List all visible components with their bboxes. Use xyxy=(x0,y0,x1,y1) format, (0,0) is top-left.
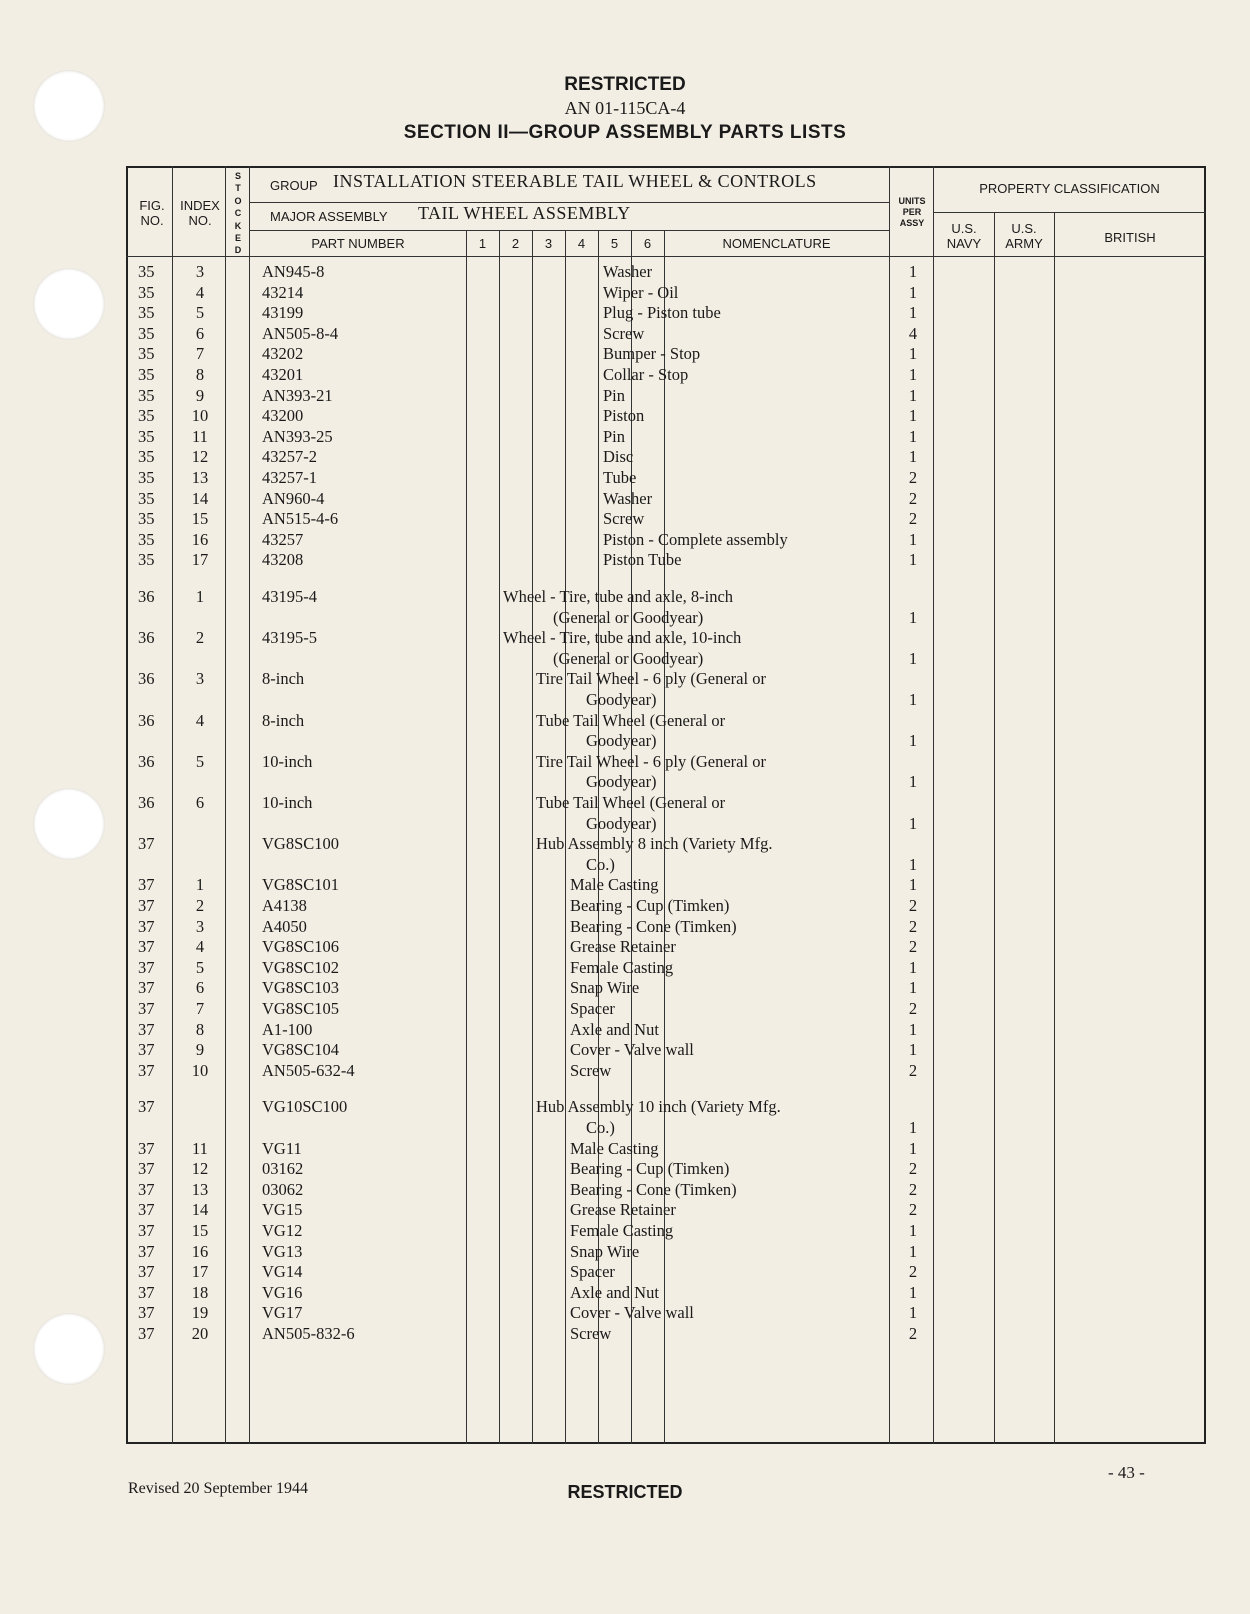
fig-number: 36 xyxy=(138,669,155,689)
fig-number: 37 xyxy=(138,896,155,915)
part-number: 43201 xyxy=(262,365,304,384)
units-per-assy: 2 xyxy=(908,1060,918,1080)
units-per-assy: 1 xyxy=(908,344,918,364)
index-number: 17 xyxy=(191,550,209,570)
property-classification-header: PROPERTY CLASSIFICATION xyxy=(979,181,1160,196)
fig-number: 35 xyxy=(138,529,155,549)
group-value: INSTALLATION STEERABLE TAIL WHEEL & CONTROLS xyxy=(333,171,817,191)
part-number: AN505-632-4 xyxy=(262,1060,355,1080)
part-number: A4050 xyxy=(262,916,307,936)
nomenclature: Wheel - Tire, tube and axle, 8-inch xyxy=(503,587,734,606)
index-number: 8 xyxy=(195,365,205,384)
units-per-assy: 2 xyxy=(908,488,918,508)
nomenclature: Pin xyxy=(603,385,626,405)
units-per-assy: 1 xyxy=(908,1241,918,1261)
index-number: 2 xyxy=(195,628,205,648)
fig-number: 35 xyxy=(138,488,155,508)
fig-number: 35 xyxy=(138,550,155,570)
units-per-assy: 1 xyxy=(908,854,918,874)
units-per-assy: 1 xyxy=(908,875,918,895)
index-number: 4 xyxy=(195,937,205,957)
units-per-assy: 1 xyxy=(908,1118,918,1137)
units-per-assy: 4 xyxy=(908,323,918,343)
index-number: 20 xyxy=(191,1324,209,1343)
index-number: 5 xyxy=(195,751,205,771)
nomenclature: Washer xyxy=(603,488,653,508)
units-per-assy: 1 xyxy=(908,1040,918,1060)
part-number: 10-inch xyxy=(262,793,313,812)
part-number: AN393-25 xyxy=(262,426,333,446)
part-number: VG8SC101 xyxy=(262,875,340,895)
fig-number: 37 xyxy=(138,916,155,936)
us-navy-header: U.S. NAVY xyxy=(946,221,982,251)
fig-number: 37 xyxy=(138,1303,155,1323)
index-number: 10 xyxy=(191,406,209,426)
units-per-assy: 1 xyxy=(908,957,918,977)
index-number: 13 xyxy=(191,1179,209,1199)
fig-number: 35 xyxy=(138,344,155,364)
part-number: 43199 xyxy=(262,303,304,323)
fig-number: 37 xyxy=(138,957,155,977)
units-per-assy: 2 xyxy=(908,468,918,487)
part-number: AN960-4 xyxy=(262,488,325,508)
nomenclature: Grease Retainer xyxy=(570,1200,676,1220)
index-number: 8 xyxy=(195,1019,205,1039)
units-per-assy: 1 xyxy=(908,406,918,426)
fig-number: 37 xyxy=(138,1324,155,1343)
nomenclature: Male Casting xyxy=(570,1138,659,1158)
index-number: 13 xyxy=(191,468,209,487)
fig-number: 35 xyxy=(138,509,155,529)
part-number: AN393-21 xyxy=(262,385,333,405)
nomenclature: Disc xyxy=(603,447,634,467)
units-per-assy: 1 xyxy=(908,772,918,792)
part-number: VG14 xyxy=(262,1262,303,1282)
fig-number: 37 xyxy=(138,1179,155,1199)
nomenclature: Female Casting xyxy=(570,957,674,977)
restricted-footer: RESTRICTED xyxy=(567,1482,683,1502)
index-number: 6 xyxy=(195,978,205,998)
nomenclature: (General or Goodyear) xyxy=(553,607,704,627)
part-number: VG8SC104 xyxy=(262,1040,340,1060)
index-number: 1 xyxy=(195,587,205,606)
units-per-assy: 1 xyxy=(908,648,918,668)
part-number-header: PART NUMBER xyxy=(311,236,405,251)
nomenclature: Goodyear) xyxy=(586,690,657,709)
part-number: AN505-8-4 xyxy=(262,323,339,343)
units-per-assy: 2 xyxy=(908,937,918,957)
index-number: 17 xyxy=(191,1262,209,1282)
nomenclature: Tube Tail Wheel (General or xyxy=(536,793,726,812)
index-number: 14 xyxy=(191,488,209,508)
indent-col-1: 1 xyxy=(478,236,487,251)
nomenclature: Piston Tube xyxy=(603,550,682,570)
nomenclature: Goodyear) xyxy=(586,813,657,833)
index-number: 16 xyxy=(191,1241,209,1261)
fig-number: 35 xyxy=(138,262,155,281)
units-per-assy: 2 xyxy=(908,916,918,936)
fig-number: 35 xyxy=(138,447,155,467)
indent-col-5: 5 xyxy=(610,236,619,251)
fig-number: 37 xyxy=(138,1040,155,1060)
nomenclature: Bumper - Stop xyxy=(603,344,701,364)
units-per-assy: 2 xyxy=(908,1159,918,1179)
fig-number: 37 xyxy=(138,1097,155,1117)
nomenclature: Pin xyxy=(603,426,626,446)
units-per-assy: 1 xyxy=(908,262,918,281)
part-number: 8-inch xyxy=(262,710,305,730)
part-number: VG8SC103 xyxy=(262,978,340,998)
part-number: VG17 xyxy=(262,1303,303,1323)
fig-number: 36 xyxy=(138,710,155,730)
nomenclature: Screw xyxy=(603,509,645,529)
part-number: VG10SC100 xyxy=(262,1097,348,1117)
index-number: 9 xyxy=(195,1040,205,1060)
nomenclature: Goodyear) xyxy=(586,731,657,751)
part-number: AN505-832-6 xyxy=(262,1324,355,1343)
part-number: 10-inch xyxy=(262,751,313,771)
binder-hole xyxy=(33,268,105,340)
index-number: 1 xyxy=(195,875,205,895)
part-number: 43202 xyxy=(262,344,304,364)
part-number: 03062 xyxy=(262,1179,304,1199)
units-per-assy: 1 xyxy=(908,607,918,627)
units-per-assy: 1 xyxy=(908,365,918,384)
indent-col-4: 4 xyxy=(577,236,586,251)
fig-number: 35 xyxy=(138,365,155,384)
fig-number: 37 xyxy=(138,978,155,998)
nomenclature: Piston xyxy=(603,406,645,426)
fig-number: 37 xyxy=(138,1019,155,1039)
nomenclature: Female Casting xyxy=(570,1221,674,1240)
units-per-assy: 1 xyxy=(908,978,918,998)
indent-col-6: 6 xyxy=(643,236,652,251)
nomenclature: (General or Goodyear) xyxy=(553,648,704,668)
nomenclature: Cover - Valve wall xyxy=(570,1040,694,1060)
nomenclature-header: NOMENCLATURE xyxy=(722,236,831,251)
index-number: 3 xyxy=(195,262,205,281)
index-number: 18 xyxy=(191,1282,209,1302)
units-per-assy: 1 xyxy=(908,529,918,549)
major-assembly-label: MAJOR ASSEMBLY xyxy=(270,209,388,224)
nomenclature: Screw xyxy=(603,323,645,343)
part-number: 43195-5 xyxy=(262,628,317,648)
fig-number: 35 xyxy=(138,385,155,405)
units-per-assy: 2 xyxy=(908,896,918,915)
units-per-assy: 2 xyxy=(908,509,918,529)
units-per-assy: 1 xyxy=(908,1019,918,1039)
index-number: 14 xyxy=(191,1200,209,1220)
index-number: 6 xyxy=(195,323,205,343)
units-per-assy: 1 xyxy=(908,550,918,570)
index-number: 5 xyxy=(195,957,205,977)
nomenclature: Wiper - Oil xyxy=(603,282,679,302)
document-number: AN 01-115CA-4 xyxy=(564,98,686,118)
part-number: VG12 xyxy=(262,1221,303,1240)
part-number: A1-100 xyxy=(262,1019,313,1039)
units-per-assy: 2 xyxy=(908,1262,918,1282)
part-number: 43195-4 xyxy=(262,587,317,606)
units-per-assy: 2 xyxy=(908,999,918,1018)
fig-number: 35 xyxy=(138,323,155,343)
units-per-assy: 1 xyxy=(908,1303,918,1323)
index-number: 16 xyxy=(191,529,209,549)
page-number: - 43 - xyxy=(1108,1463,1145,1482)
index-no-header: INDEX NO. xyxy=(180,198,220,228)
nomenclature: Axle and Nut xyxy=(570,1019,659,1039)
fig-number: 37 xyxy=(138,1241,155,1261)
part-number: 43214 xyxy=(262,282,304,302)
nomenclature: Hub Assembly 10 inch (Variety Mfg. xyxy=(536,1097,781,1117)
nomenclature: Wheel - Tire, tube and axle, 10-inch xyxy=(503,628,742,648)
us-army-header: U.S. ARMY xyxy=(1005,221,1043,251)
nomenclature: Bearing - Cup (Timken) xyxy=(570,896,730,915)
units-per-assy: 1 xyxy=(908,813,918,833)
units-per-assy: 1 xyxy=(908,385,918,405)
units-per-assy: 1 xyxy=(908,303,918,323)
part-number: 43257-1 xyxy=(262,468,317,487)
nomenclature: Co.) xyxy=(586,1118,615,1137)
units-per-assy: 2 xyxy=(908,1324,918,1343)
nomenclature: Spacer xyxy=(570,999,615,1018)
fig-number: 36 xyxy=(138,628,155,648)
nomenclature: Tire Tail Wheel - 6 ply (General or xyxy=(536,751,766,771)
nomenclature: Snap Wire xyxy=(570,978,640,998)
nomenclature: Tube xyxy=(603,468,637,487)
index-number: 12 xyxy=(191,1159,209,1179)
binder-hole xyxy=(33,1313,105,1385)
nomenclature: Piston - Complete assembly xyxy=(603,529,788,549)
fig-number: 37 xyxy=(138,1262,155,1282)
part-number: A4138 xyxy=(262,896,307,915)
fig-number: 36 xyxy=(138,751,155,771)
index-number: 4 xyxy=(195,282,205,302)
nomenclature: Collar - Stop xyxy=(603,365,689,384)
units-per-assy: 1 xyxy=(908,1138,918,1158)
fig-number: 37 xyxy=(138,1138,155,1158)
fig-number: 35 xyxy=(138,406,155,426)
index-number: 6 xyxy=(195,793,205,812)
index-number: 7 xyxy=(195,344,205,364)
indent-col-2: 2 xyxy=(511,236,520,251)
units-per-assy: 1 xyxy=(908,447,918,467)
units-per-assy: 1 xyxy=(908,1282,918,1302)
fig-number: 37 xyxy=(138,999,155,1018)
units-per-assy: 1 xyxy=(908,282,918,302)
fig-number: 37 xyxy=(138,834,155,854)
part-number: 8-inch xyxy=(262,669,305,689)
units-per-assy: 2 xyxy=(908,1179,918,1199)
part-number: VG8SC100 xyxy=(262,834,340,854)
nomenclature: Bearing - Cone (Timken) xyxy=(570,916,737,936)
part-number: VG11 xyxy=(262,1138,302,1158)
index-number: 4 xyxy=(195,710,205,730)
index-number: 9 xyxy=(195,385,205,405)
nomenclature: Washer xyxy=(603,262,653,281)
nomenclature: Plug - Piston tube xyxy=(603,303,721,323)
part-number: AN515-4-6 xyxy=(262,509,339,529)
part-number: VG8SC106 xyxy=(262,937,340,957)
index-number: 3 xyxy=(195,669,205,689)
revision-date: Revised 20 September 1944 xyxy=(128,1480,308,1497)
nomenclature: Male Casting xyxy=(570,875,659,895)
stocked-header: S T O C K E D xyxy=(234,171,242,256)
fig-no-header: FIG. NO. xyxy=(139,198,165,228)
index-number: 15 xyxy=(191,1221,209,1240)
index-number: 5 xyxy=(195,303,205,323)
part-number: VG15 xyxy=(262,1200,303,1220)
fig-number: 35 xyxy=(138,426,155,446)
part-number: VG16 xyxy=(262,1282,303,1302)
fig-number: 36 xyxy=(138,587,155,606)
fig-number: 35 xyxy=(138,282,155,302)
part-number: 03162 xyxy=(262,1159,304,1179)
fig-number: 37 xyxy=(138,1060,155,1080)
nomenclature: Co.) xyxy=(586,854,615,874)
group-label: GROUP xyxy=(270,178,318,193)
index-number: 2 xyxy=(195,896,205,915)
index-number: 11 xyxy=(192,1138,208,1158)
fig-number: 37 xyxy=(138,1221,155,1240)
major-assembly-value: TAIL WHEEL ASSEMBLY xyxy=(418,203,631,223)
indent-col-3: 3 xyxy=(544,236,553,251)
part-number: 43208 xyxy=(262,550,304,570)
fig-number: 37 xyxy=(138,875,155,895)
fig-number: 35 xyxy=(138,468,155,487)
units-per-assy: 1 xyxy=(908,426,918,446)
part-number: 43257 xyxy=(262,529,304,549)
section-title: SECTION II—GROUP ASSEMBLY PARTS LISTS xyxy=(403,122,847,143)
nomenclature: Spacer xyxy=(570,1262,615,1282)
part-number: VG8SC105 xyxy=(262,999,340,1018)
part-number: 43257-2 xyxy=(262,447,317,467)
units-per-assy-header: UNITS PER ASSY xyxy=(898,196,926,228)
index-number: 3 xyxy=(195,916,205,936)
fig-number: 37 xyxy=(138,937,155,957)
units-per-assy: 1 xyxy=(908,731,918,751)
british-header: BRITISH xyxy=(1104,230,1156,245)
index-number: 15 xyxy=(191,509,209,529)
restricted-header: RESTRICTED xyxy=(564,74,686,95)
index-number: 12 xyxy=(191,447,209,467)
units-per-assy: 1 xyxy=(908,1221,918,1240)
fig-number: 36 xyxy=(138,793,155,812)
binder-hole xyxy=(33,788,105,860)
nomenclature: Goodyear) xyxy=(586,772,657,792)
part-number: AN945-8 xyxy=(262,262,325,281)
nomenclature: Screw xyxy=(570,1324,612,1343)
part-number: VG13 xyxy=(262,1241,303,1261)
part-number: 43200 xyxy=(262,406,304,426)
units-per-assy: 2 xyxy=(908,1200,918,1220)
index-number: 10 xyxy=(191,1060,209,1080)
nomenclature: Cover - Valve wall xyxy=(570,1303,694,1323)
nomenclature: Tube Tail Wheel (General or xyxy=(536,710,726,730)
index-number: 11 xyxy=(192,426,208,446)
nomenclature: Hub Assembly 8 inch (Variety Mfg. xyxy=(536,834,773,854)
fig-number: 37 xyxy=(138,1159,155,1179)
nomenclature: Bearing - Cone (Timken) xyxy=(570,1179,737,1199)
nomenclature: Snap Wire xyxy=(570,1241,640,1261)
nomenclature: Tire Tail Wheel - 6 ply (General or xyxy=(536,669,766,689)
fig-number: 37 xyxy=(138,1200,155,1220)
part-number: VG8SC102 xyxy=(262,957,340,977)
nomenclature: Grease Retainer xyxy=(570,937,676,957)
fig-number: 37 xyxy=(138,1282,155,1302)
nomenclature: Screw xyxy=(570,1060,612,1080)
index-number: 7 xyxy=(195,999,205,1018)
units-per-assy: 1 xyxy=(908,690,918,709)
index-number: 19 xyxy=(191,1303,209,1323)
fig-number: 35 xyxy=(138,303,155,323)
nomenclature: Axle and Nut xyxy=(570,1282,659,1302)
nomenclature: Bearing - Cup (Timken) xyxy=(570,1159,730,1179)
